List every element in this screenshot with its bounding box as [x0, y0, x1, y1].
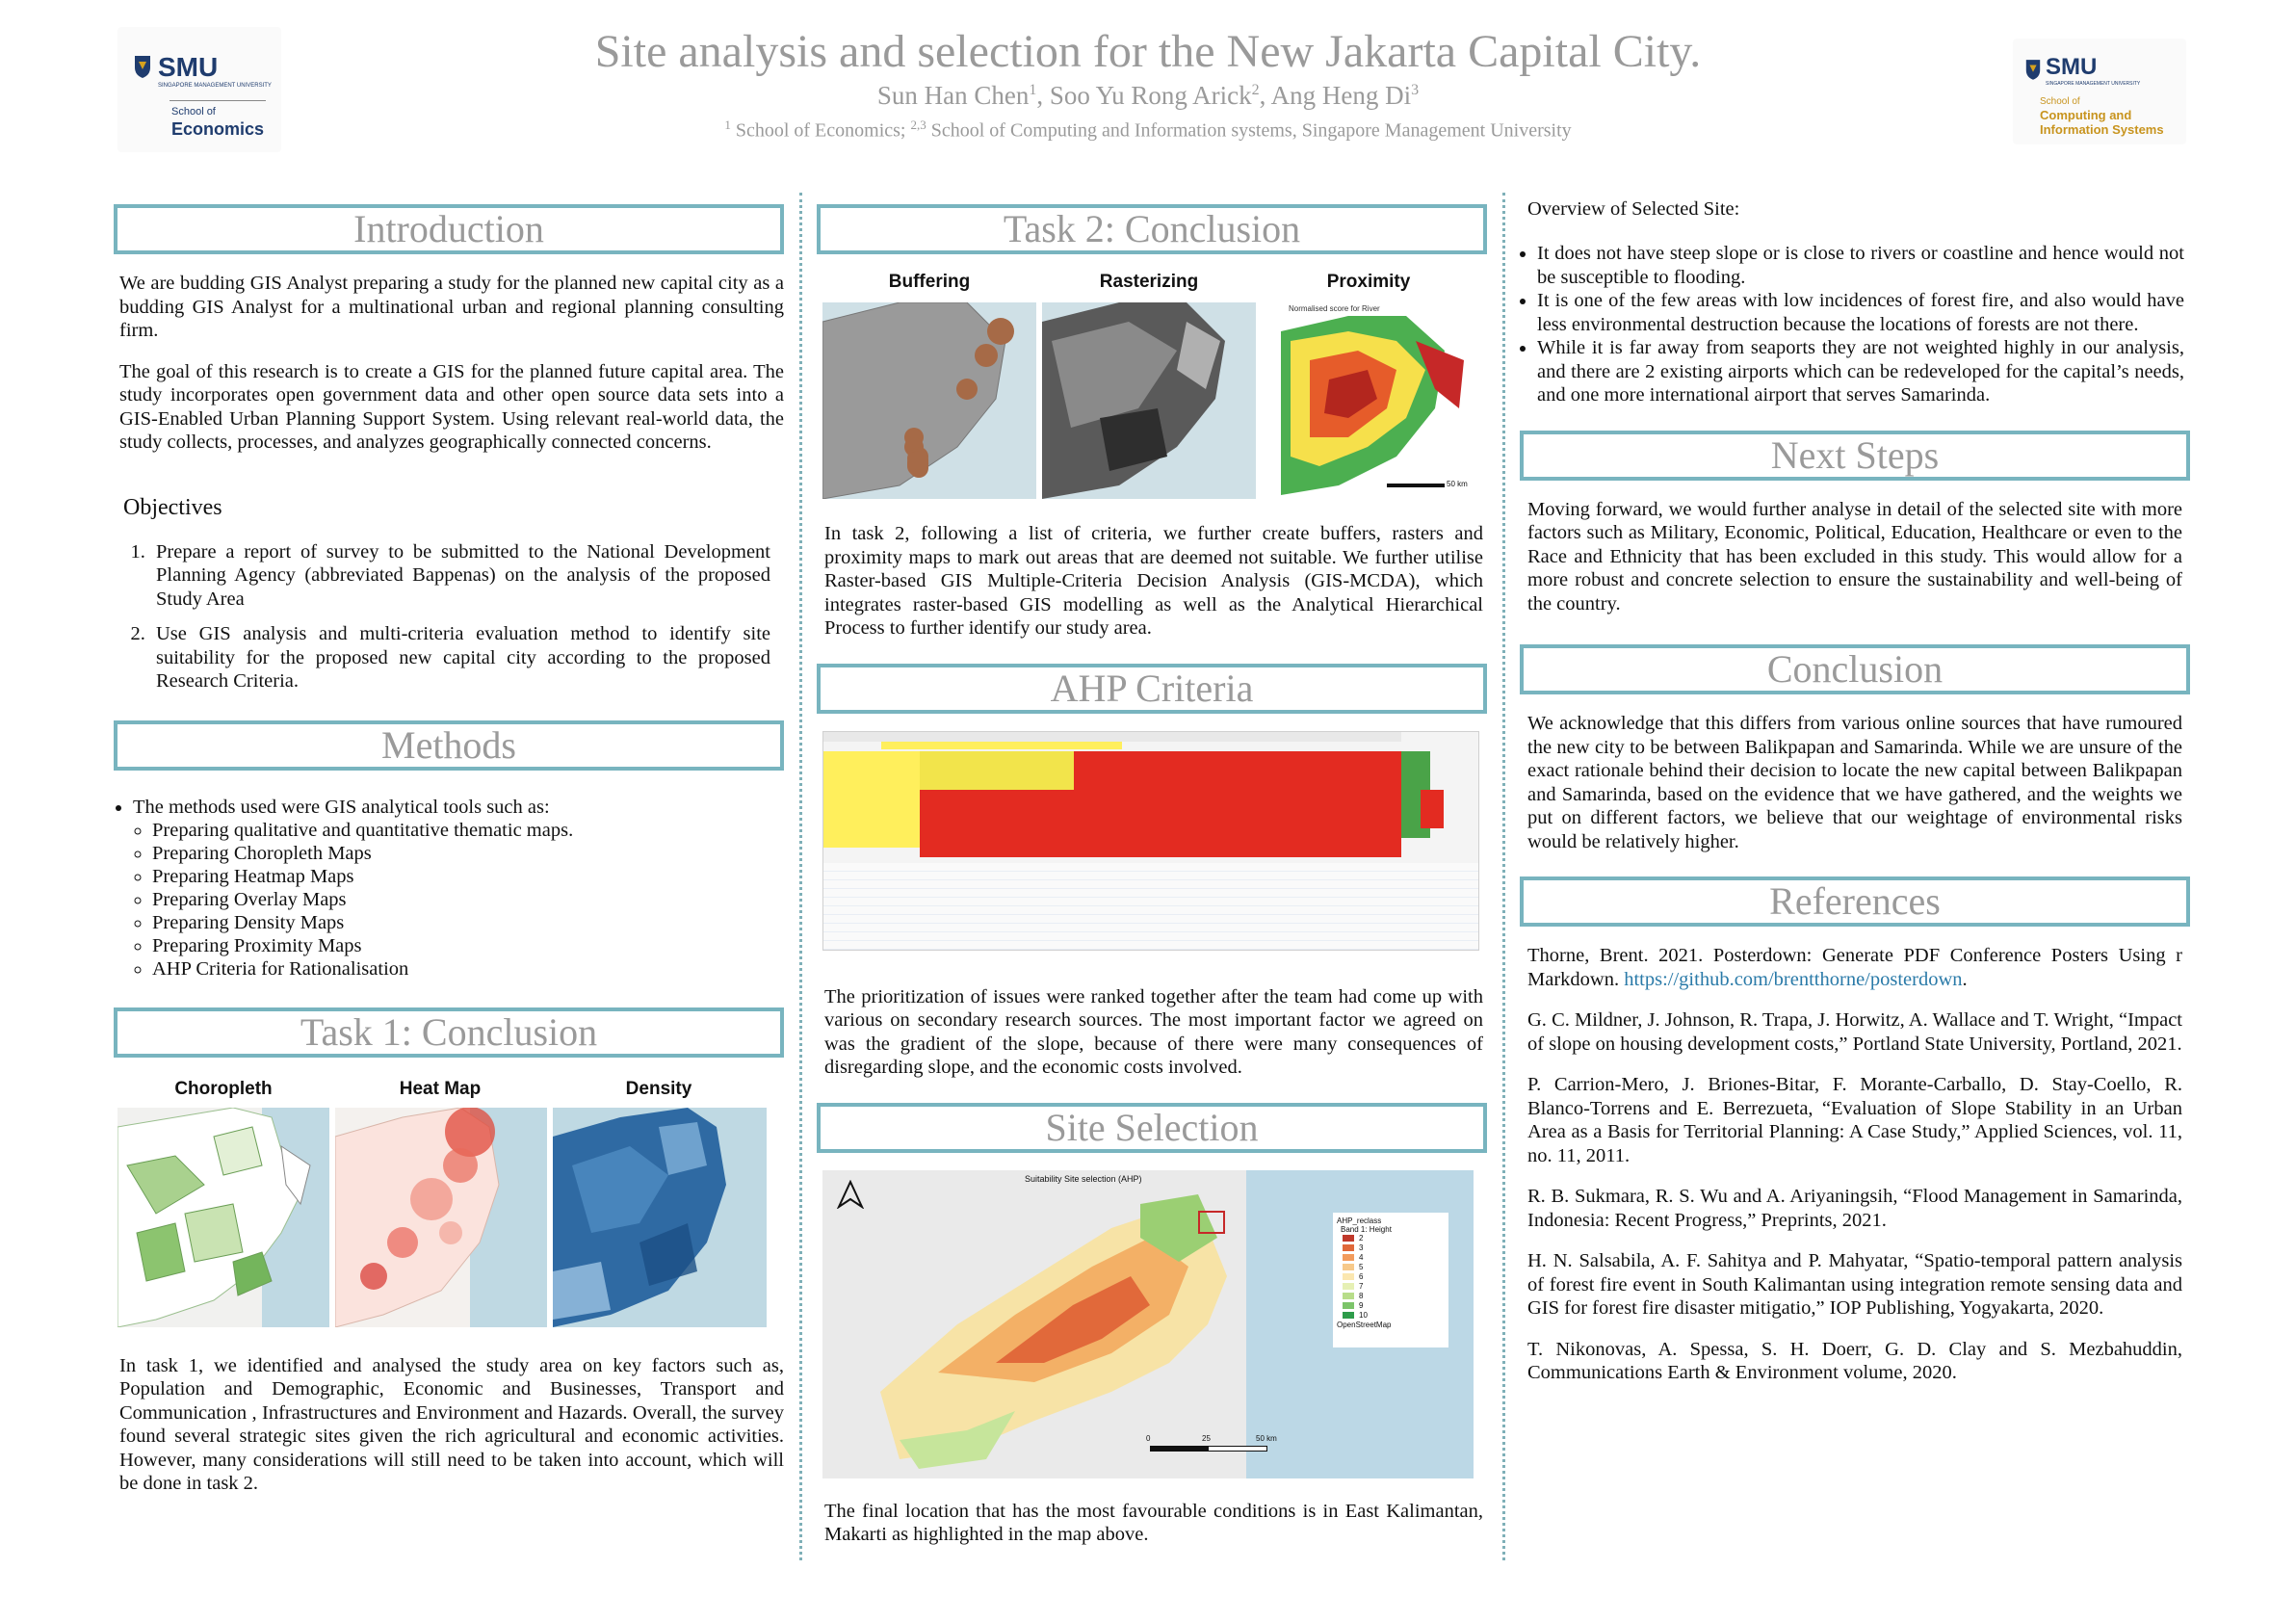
column-right [1520, 198, 2190, 1385]
method-item: ◦ Preparing Heatmap Maps [152, 865, 784, 888]
ahp-matrix-header [823, 732, 1401, 742]
legend-label: 10 [1359, 1311, 1368, 1320]
legend-swatch [1343, 1283, 1354, 1290]
reference-item: T. Nikonovas, A. Spessa, S. H. Doerr, G. D. Clay and S. Mezbahuddin, Communications Earth & Environment volume, 2020. [1527, 1338, 2182, 1383]
buffering-map-image [822, 302, 1036, 499]
legend-item [1343, 1311, 1445, 1321]
conclusion-text: We acknowledge that this differs from various online sources that have rumoured the new city to be between Balikpapan and Samarinda. While we are unsure of the exact rationale behind their decision to locate the new capital between Balikpapan and Samarinda, based on the evidence that we have gathered, and the weights we put on different factors, we believe that our weightage of environmental risks would be relatively higher. [1527, 713, 2182, 852]
poster-title: Site analysis and selection for the New Jakarta Capital City. [594, 26, 1702, 77]
scale-label-50: 50 km [1256, 1433, 1277, 1443]
figure-label-rasterizing: Rasterizing [1099, 272, 1199, 292]
legend-item [1343, 1292, 1445, 1301]
reference-link[interactable]: https://github.com/brentthorne/posterdown [1624, 968, 1963, 990]
logo-subtitle: SINGAPORE MANAGEMENT UNIVERSITY [158, 83, 272, 89]
column-left [114, 204, 784, 1496]
column-middle [817, 204, 1487, 1547]
legend-swatch [1343, 1273, 1354, 1280]
poster-authors: Sun Han Chen$^1$, Soo Yu Rong Arick$^2$, Ang Heng Di$^3$ [876, 81, 1420, 110]
reference-item: Thorne, Brent. 2021. Posterdown: Generate PDF Conference Posters Using r Markdown. https://github.com/brentthorne/posterdown. [1527, 945, 2182, 990]
task2-text: In task 2, following a list of criteria, we further create buffers, rasters and proximity maps to mark out areas that are deemed not suitable. We further utilise Raster-based GIS Multiple-Criteria Decision Analysis (GIS-MCDA), which integrates raster-based GIS modelling as well as the Analytical Hierarchical Process to further identify our study area. [824, 523, 1483, 639]
ahp-weights-red [1421, 790, 1444, 828]
ahp-lower-table [823, 863, 1478, 950]
section-heading-ahp: AHP Criteria [817, 664, 1487, 714]
ahp-text: The prioritization of issues were ranked together after the team had come up with various on secondary research sources. The most important factor we agreed on was the gradient of the slope, because of there were many consequences of disregarding slope, and the economic costs involved. [824, 985, 1483, 1078]
overview-item: • It does not have steep slope or is close to rivers or coastline and hence would not be susceptible to flooding. [1537, 242, 2184, 289]
task1-figure [117, 1075, 769, 1335]
methods-list [114, 796, 784, 981]
figure-label-choropleth: Choropleth [174, 1078, 273, 1099]
overview-item: • While it is far away from seaports they are not weighted highly in our analysis, and there are 2 existing airports which can be redeveloped for the capital’s needs, and one more international airport that serves Samarinda. [1537, 336, 2184, 407]
section-heading-task2: Task 2: Conclusion [817, 204, 1487, 254]
logo-school-line2: Computing and [2040, 108, 2132, 122]
legend-item [1343, 1282, 1445, 1292]
proximity-scale-text: 50 km [1447, 480, 1468, 488]
section-heading-conclusion: Conclusion [1520, 644, 2190, 694]
legend-item [1343, 1243, 1445, 1253]
legend-swatch [1343, 1244, 1354, 1251]
legend-label: 8 [1359, 1292, 1364, 1300]
section-heading-introduction: Introduction [114, 204, 784, 254]
logo-mark: SMU [158, 52, 219, 82]
poster-affiliation: $^1$ School of Economics; $^{2,3}$ School of Computing and Information systems, Singapore Management University [724, 118, 1572, 142]
legend-swatch [1343, 1312, 1354, 1319]
legend-swatch [1343, 1254, 1354, 1261]
reference-item: R. B. Sukmara, R. S. Wu and A. Ariyaningsih, “Flood Management in Samarinda, Indonesia: Recent Progress,” Preprints, 2021. [1527, 1186, 2182, 1231]
section-heading-task1: Task 1: Conclusion [114, 1007, 784, 1058]
legend-item [1343, 1263, 1445, 1272]
method-item: ◦ Preparing Proximity Maps [152, 934, 784, 957]
legend-basemap: OpenStreetMap [1337, 1320, 1392, 1329]
rasterizing-map-image [1042, 302, 1256, 499]
legend-items [1337, 1234, 1445, 1321]
proximity-map-caption: Normalised score for River [1289, 304, 1380, 313]
overview-list [1520, 242, 2184, 407]
site-map-title: Suitability Site selection (AHP) [1025, 1173, 1142, 1184]
section-heading-methods: Methods [114, 720, 784, 771]
section-heading-references: References [1520, 876, 2190, 927]
legend-label: 9 [1359, 1301, 1364, 1310]
logo-school-line3: Information Systems [2040, 122, 2164, 137]
legend-label: 3 [1359, 1243, 1364, 1252]
figure-label-buffering: Buffering [888, 272, 971, 292]
column-separator-1 [799, 193, 802, 1560]
choropleth-map-image [117, 1108, 329, 1327]
column-separator-2 [1502, 193, 1505, 1560]
reference-item: G. C. Mildner, J. Johnson, R. Trapa, J. Horwitz, A. Wallace and T. Wright, “Impact of slope on housing development costs,” Portland State University, Portland, 2021. [1527, 1009, 2182, 1055]
overview-title: Overview of Selected Site: [1527, 198, 1740, 220]
legend-label: 5 [1359, 1263, 1364, 1271]
legend-label: 6 [1359, 1272, 1364, 1281]
site-scale-bar [1150, 1446, 1267, 1452]
methods-lead: • The methods used were GIS analytical tools such as: ◦ Preparing qualitative and quantitative thematic maps. ◦ Preparing Choropleth Maps ◦ Preparing Heatmap Maps ◦ Preparing Overlay Maps ◦ Preparing Density Maps ◦ Preparing Proximity Maps ◦ AHP Criteria for Rationalisation [133, 796, 784, 981]
ahp-criteria-column [823, 751, 920, 848]
heat-map-image [335, 1108, 547, 1327]
proximity-scale-bar [1387, 484, 1445, 487]
section-heading-site-selection: Site Selection [817, 1103, 1487, 1153]
legend-swatch [1343, 1302, 1354, 1309]
legend-item [1343, 1234, 1445, 1243]
intro-paragraph-2: The goal of this research is to create a GIS for the planned future capital area. The study incorporates open government data and other open source data sets into a GIS-Enabled Urban Planning Support System. Using relevant real-world data, the study collects, processes, and analyzes geographically connected concerns. [119, 360, 784, 453]
objective-item: 2. Use GIS analysis and multi-criteria evaluation method to identify site suitability for the proposed new capital city according to the proposed Research Criteria. [150, 622, 770, 693]
logo-school-line1: School of [2040, 96, 2080, 107]
objectives-list [114, 540, 770, 693]
legend-title: AHP_reclass [1337, 1216, 1382, 1225]
legend-label: 4 [1359, 1253, 1364, 1262]
logo-school-line1: School of [171, 106, 216, 118]
method-item: ◦ Preparing Density Maps [152, 911, 784, 934]
figure-label-density: Density [625, 1078, 692, 1099]
logo-school-line2: Economics [171, 119, 265, 139]
legend-swatch [1343, 1264, 1354, 1270]
legend-subtitle: Band 1: Height [1341, 1224, 1392, 1234]
task1-text: In task 1, we identified and analysed the study area on key factors such as, Population and Demographic, Economic and Businesses, Transport and Communication , Infrastructures and Environment and Hazards. Overall, the survey found several strategic sites given the rich agricultural and economic activities. However, many considerations will still need to be taken into account, which will be done in task 2. [119, 1354, 784, 1494]
site-text: The final location that has the most favourable conditions is in East Kalimantan, Makarti as highlighted in the map above. [824, 1500, 1483, 1545]
legend-label: 2 [1359, 1234, 1364, 1243]
objective-item: 1. Prepare a report of survey to be submitted to the National Development Planning Agency (abbreviated Bappenas) on the analysis of the proposed Study Area [150, 540, 770, 612]
site-map-legend [1333, 1213, 1448, 1347]
method-item: ◦ Preparing Overlay Maps [152, 888, 784, 911]
method-item: ◦ Preparing qualitative and quantitative thematic maps. [152, 819, 784, 842]
scale-label-0: 0 [1146, 1433, 1151, 1443]
next-steps-text: Moving forward, we would further analyse in detail of the selected site with more factors such as Military, Economic, Political, Education, Healthcare or even to the Race and Ethnicity that has been excluded in this study. This would allow for a more robust and concrete selection to ensure the sustainability and well-being of the country. [1527, 498, 2182, 615]
section-heading-next-steps: Next Steps [1520, 431, 2190, 481]
density-map-image [553, 1108, 767, 1327]
reference-item: H. N. Salsabila, A. F. Sahitya and P. Mahyatar, “Spatio-temporal pattern analysis of forest fire event in South Kalimantan using integration remote sensing data and GIS for forest fire disaster mitigatio,” IOP Publishing, Yogyakarta, 2020. [1527, 1250, 2182, 1319]
figure-label-proximity: Proximity [1326, 272, 1411, 292]
ahp-matrix-diagonal-yellow [920, 751, 1074, 790]
legend-swatch [1343, 1293, 1354, 1299]
ahp-spreadsheet-image [822, 731, 1479, 951]
reference-item: P. Carrion-Mero, J. Briones-Bitar, F. Morante-Carballo, D. Stay-Coello, R. Blanco-Torrens and E. Berrezueta, “Evaluation of Slope Stability in an Urban Area as a Basis for Territorial Planning: A Case Study,” Applied Sciences, vol. 11, no. 11, 2011. [1527, 1074, 2182, 1166]
logo-mark: SMU [2046, 54, 2098, 80]
intro-paragraph-1: We are budding GIS Analyst preparing a study for the planned new capital city as a budding GIS Analyst for a multinational urban and regional planning consulting firm. [119, 273, 784, 341]
legend-swatch [1343, 1235, 1354, 1242]
logo-subtitle: SINGAPORE MANAGEMENT UNIVERSITY [2046, 81, 2141, 87]
legend-item [1343, 1253, 1445, 1263]
legend-item [1343, 1301, 1445, 1311]
objectives-title: Objectives [123, 494, 222, 520]
smu-computing-logo [2013, 39, 2186, 144]
method-item: ◦ Preparing Choropleth Maps [152, 842, 784, 865]
overview-item: • It is one of the few areas with low incidences of forest fire, and also would have less environmental destruction because the locations of forests are not there. [1537, 289, 2184, 336]
legend-item [1343, 1272, 1445, 1282]
task2-figure [822, 272, 1477, 512]
scale-label-25: 25 [1202, 1433, 1211, 1443]
legend-label: 7 [1359, 1282, 1364, 1291]
figure-label-heatmap: Heat Map [399, 1078, 482, 1099]
ahp-matrix-title-cell [881, 742, 1122, 749]
site-selection-map [822, 1170, 1474, 1478]
proximity-map-image [1262, 302, 1475, 499]
method-item: ◦ AHP Criteria for Rationalisation [152, 957, 784, 981]
smu-crest-icon [2024, 58, 2042, 81]
